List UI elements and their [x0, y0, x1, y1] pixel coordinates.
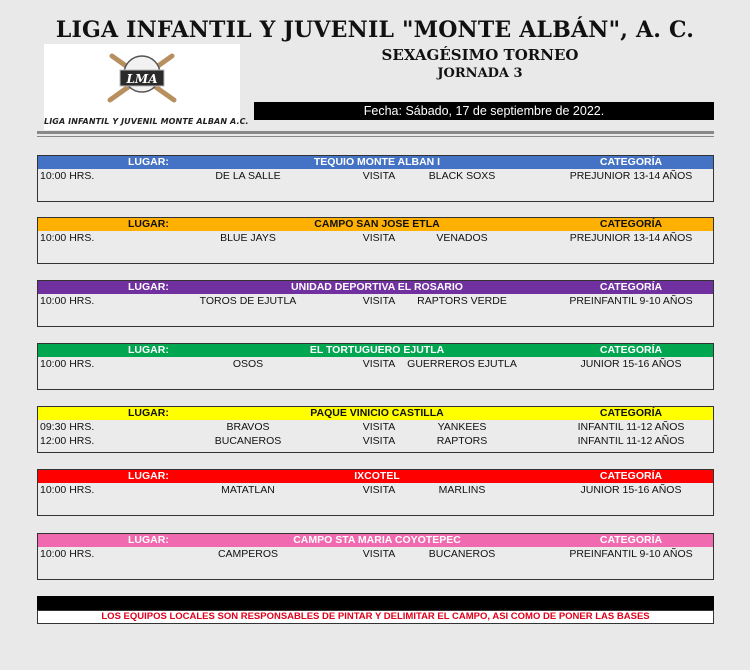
- categoria-label: CATEGORÍA: [599, 156, 663, 168]
- visita-label: VISITA: [362, 358, 396, 370]
- visita-label: VISITA: [362, 421, 396, 433]
- game-row: [38, 169, 713, 183]
- game-category: PREJUNIOR 13-14 AÑOS: [569, 232, 693, 244]
- away-team: VENADOS: [436, 232, 488, 244]
- venue-name: TEQUIO MONTE ALBAN I: [313, 156, 441, 168]
- game-row: [38, 294, 713, 308]
- lugar-label: LUGAR:: [128, 470, 169, 482]
- game-time: 10:00 HRS.: [40, 232, 95, 244]
- schedule-block: [37, 406, 714, 453]
- schedule-block: [37, 217, 714, 264]
- game-category: INFANTIL 11-12 AÑOS: [577, 435, 685, 447]
- block-header: [38, 156, 713, 169]
- game-row: [38, 434, 713, 448]
- away-team: YANKEES: [437, 421, 487, 433]
- game-category: JUNIOR 15-16 AÑOS: [580, 358, 682, 370]
- venue-name: CAMPO STA MARIA COYOTEPEC: [293, 534, 461, 546]
- league-logo: [44, 44, 249, 130]
- date-bar: Fecha: Sábado, 17 de septiembre de 2022.: [254, 102, 714, 120]
- categoria-label: CATEGORÍA: [599, 218, 663, 230]
- divider: [37, 131, 714, 134]
- page-title: LIGA INFANTIL Y JUVENIL "MONTE ALBÁN", A. C.: [55, 17, 695, 43]
- game-category: PREINFANTIL 9-10 AÑOS: [569, 295, 693, 307]
- game-category: PREINFANTIL 9-10 AÑOS: [569, 548, 693, 560]
- game-row: [38, 483, 713, 497]
- game-time: 10:00 HRS.: [40, 548, 95, 560]
- home-team: BRAVOS: [226, 421, 270, 433]
- lugar-label: LUGAR:: [128, 407, 169, 419]
- visita-label: VISITA: [362, 232, 396, 244]
- lugar-label: LUGAR:: [128, 281, 169, 293]
- venue-name: UNIDAD DEPORTIVA EL ROSARIO: [291, 281, 463, 293]
- home-team: MATATLAN: [221, 484, 275, 496]
- baseball-logo-icon: [102, 48, 182, 108]
- home-team: DE LA SALLE: [215, 170, 281, 182]
- visita-label: VISITA: [362, 435, 396, 447]
- lugar-label: LUGAR:: [128, 156, 169, 168]
- game-time: 10:00 HRS.: [40, 170, 95, 182]
- away-team: BLACK SOXS: [428, 170, 496, 182]
- block-header: [38, 534, 713, 547]
- game-time: 10:00 HRS.: [40, 484, 95, 496]
- lugar-label: LUGAR:: [128, 534, 169, 546]
- block-header: [38, 281, 713, 294]
- game-row: [38, 547, 713, 561]
- categoria-label: CATEGORÍA: [599, 534, 663, 546]
- away-team: RAPTORS: [436, 435, 488, 447]
- visita-label: VISITA: [362, 295, 396, 307]
- game-row: [38, 231, 713, 245]
- logo-text: LMA: [126, 72, 158, 86]
- game-time: 10:00 HRS.: [40, 295, 95, 307]
- home-team: CAMPEROS: [217, 548, 279, 560]
- footer-bar: [37, 596, 714, 610]
- logo-caption: LIGA INFANTIL Y JUVENIL MONTE ALBAN A.C.: [44, 117, 249, 126]
- schedule-block: [37, 533, 714, 580]
- away-team: RAPTORS VERDE: [417, 295, 507, 307]
- venue-name: IXCOTEL: [354, 470, 400, 482]
- visita-label: VISITA: [362, 170, 396, 182]
- lugar-label: LUGAR:: [128, 344, 169, 356]
- footer-note: LOS EQUIPOS LOCALES SON RESPONSABLES DE PINTAR Y DELIMITAR EL CAMPO, ASI COMO DE PONER LAS BASES: [37, 610, 714, 624]
- schedule-block: [37, 469, 714, 516]
- block-header: [38, 407, 713, 420]
- game-row: [38, 357, 713, 371]
- game-time: 09:30 HRS.: [40, 421, 95, 433]
- schedule-block: [37, 343, 714, 390]
- visita-label: VISITA: [362, 548, 396, 560]
- game-time: 12:00 HRS.: [40, 435, 95, 447]
- home-team: OSOS: [232, 358, 264, 370]
- home-team: BUCANEROS: [214, 435, 282, 447]
- block-header: [38, 470, 713, 483]
- game-category: PREJUNIOR 13-14 AÑOS: [569, 170, 693, 182]
- block-header: [38, 344, 713, 357]
- schedule-block: [37, 155, 714, 202]
- jornada-label: JORNADA 3: [437, 66, 523, 81]
- game-category: INFANTIL 11-12 AÑOS: [577, 421, 685, 433]
- home-team: BLUE JAYS: [220, 232, 276, 244]
- game-time: 10:00 HRS.: [40, 358, 95, 370]
- categoria-label: CATEGORÍA: [599, 407, 663, 419]
- venue-name: PAQUE VINICIO CASTILLA: [310, 407, 444, 419]
- categoria-label: CATEGORÍA: [599, 470, 663, 482]
- lugar-label: LUGAR:: [128, 218, 169, 230]
- visita-label: VISITA: [362, 484, 396, 496]
- tournament-subtitle: SEXAGÉSIMO TORNEO: [381, 46, 579, 64]
- categoria-label: CATEGORÍA: [599, 281, 663, 293]
- categoria-label: CATEGORÍA: [599, 344, 663, 356]
- venue-name: EL TORTUGUERO EJUTLA: [309, 344, 445, 356]
- divider: [37, 136, 714, 137]
- away-team: GUERREROS EJUTLA: [407, 358, 517, 370]
- venue-name: CAMPO SAN JOSE ETLA: [314, 218, 440, 230]
- away-team: BUCANEROS: [428, 548, 496, 560]
- game-row: [38, 420, 713, 434]
- schedule-block: [37, 280, 714, 327]
- game-category: JUNIOR 15-16 AÑOS: [580, 484, 682, 496]
- away-team: MARLINS: [438, 484, 486, 496]
- home-team: TOROS DE EJUTLA: [199, 295, 297, 307]
- block-header: [38, 218, 713, 231]
